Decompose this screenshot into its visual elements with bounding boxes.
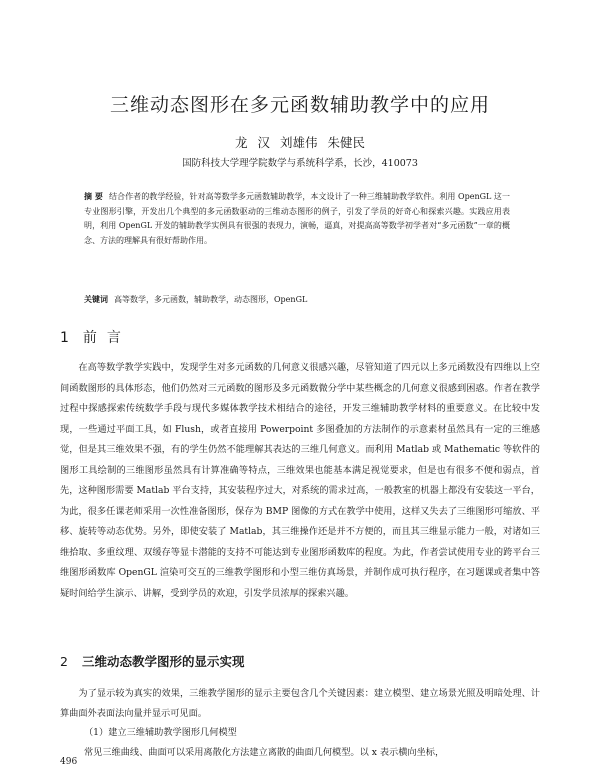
section-2-heading <box>60 652 244 670</box>
affiliation: 国防科技大学理学院数学与系统科学系，长沙，410073 <box>182 158 418 169</box>
section-1-title: 前言 <box>82 330 131 346</box>
abstract-text: 结合作者的教学经验，针对高等数学多元函数辅助教学，本文设计了一种三维辅助教学软件。利用 OpenGL 这一专业图形引擎，开发出几个典型的多元函数驱动的三维动态图形的例子，引发了学员的好奇心和探索兴趣。实践应用表明，利用 OpenGL 开发的辅助教学实例具有很强的表现力，演畅，逼真，对提高高等数学初学者对“多元函数”一章的概念、方法的理解具有很好帮助作用。 <box>84 192 510 245</box>
section-2-number: 2 <box>60 654 68 669</box>
page-number: 496 <box>60 757 78 767</box>
section-1-paragraph: 在高等数学教学实践中，发现学生对多元函数的几何意义很感兴趣，尽管知道了四元以上多元函数没有四维以上空间函数图形的具体形态，他们仍然对三元函数的图形及多元函数微分学中某些概念的几何意义很感到困惑。作者在教学过程中探感探索传统数学手段与现代多媒体教学技术相结合的途径，开发三维辅助教学材料的重要意义。在比较中发现，一些通过平面工具，如 Flush，或者直接用 Powerpoint 多图叠加的方法制作的示意素材虽然具有一定的三维感觉，但是其三维效果不强，有的学生仍然不能理解其表达的三维几何意义。而利用 Matlab 或 Mathematic 等软件的图形工具绘制的三维图形虽然具有计算准确等特点，三维效果也能基本满足视觉要求，但是也有很多不便和弱点，首先，这种图形需要 Matlab 平台支持，其安装程序过大，对系统的需求过高，一般教室的机器上都没有安装这一平台，为此，很多任课老师采用一次性准备图形，保存为 BMP 图像的方式在教学中使用，这样又失去了三维图形可缩放、平移、旋转等动态优势。另外，即使安装了 Matlab，其三维操作还是并不方便的，而且其三维显示能力一般，对诸如三维拾取、多重纹理、双缓存等显卡潜能的支持不可能达到专业图形函数库的程度。为此，作者尝试使用专业的跨平台三维图形函数库 OpenGL 渲染可交互的三维教学图形和小型三维仿真场景，并制作成可执行程序，在习题课或者集中答疑时间给学生演示、讲解，受到学员的欢迎，引发学员浓厚的探索兴趣。 <box>60 362 540 599</box>
keywords <box>84 293 510 307</box>
keywords-label: 关键词 <box>84 295 108 304</box>
keywords-text: 高等数学，多元函数，辅助教学，动态图形，OpenGL <box>114 295 308 304</box>
subsection-heading: （1）建立三维辅助教学图形几何模型 <box>84 727 237 738</box>
authors: 龙 汉 刘雄伟 朱健民 <box>235 135 365 150</box>
abstract <box>84 190 510 248</box>
section-2-paragraph: 为了显示较为真实的效果，三维教学图形的显示主要包含几个关键因素：建立模型、建立场景光照及明暗处理、计算曲面外表面法向量并显示可见面。 <box>60 688 540 719</box>
section-1-heading <box>60 327 131 347</box>
abstract-label: 摘 要 <box>84 192 103 201</box>
section-2-title: 三维动态教学图形的显示实现 <box>81 654 245 669</box>
paper-title: 三维动态图形在多元函数辅助教学中的应用 <box>109 94 490 116</box>
subsection-paragraph: 常见三维曲线、曲面可以采用离散化方法建立离散的曲面几何模型。以 x 表示横向坐标， <box>84 747 445 758</box>
section-1-number: 1 <box>60 330 69 346</box>
